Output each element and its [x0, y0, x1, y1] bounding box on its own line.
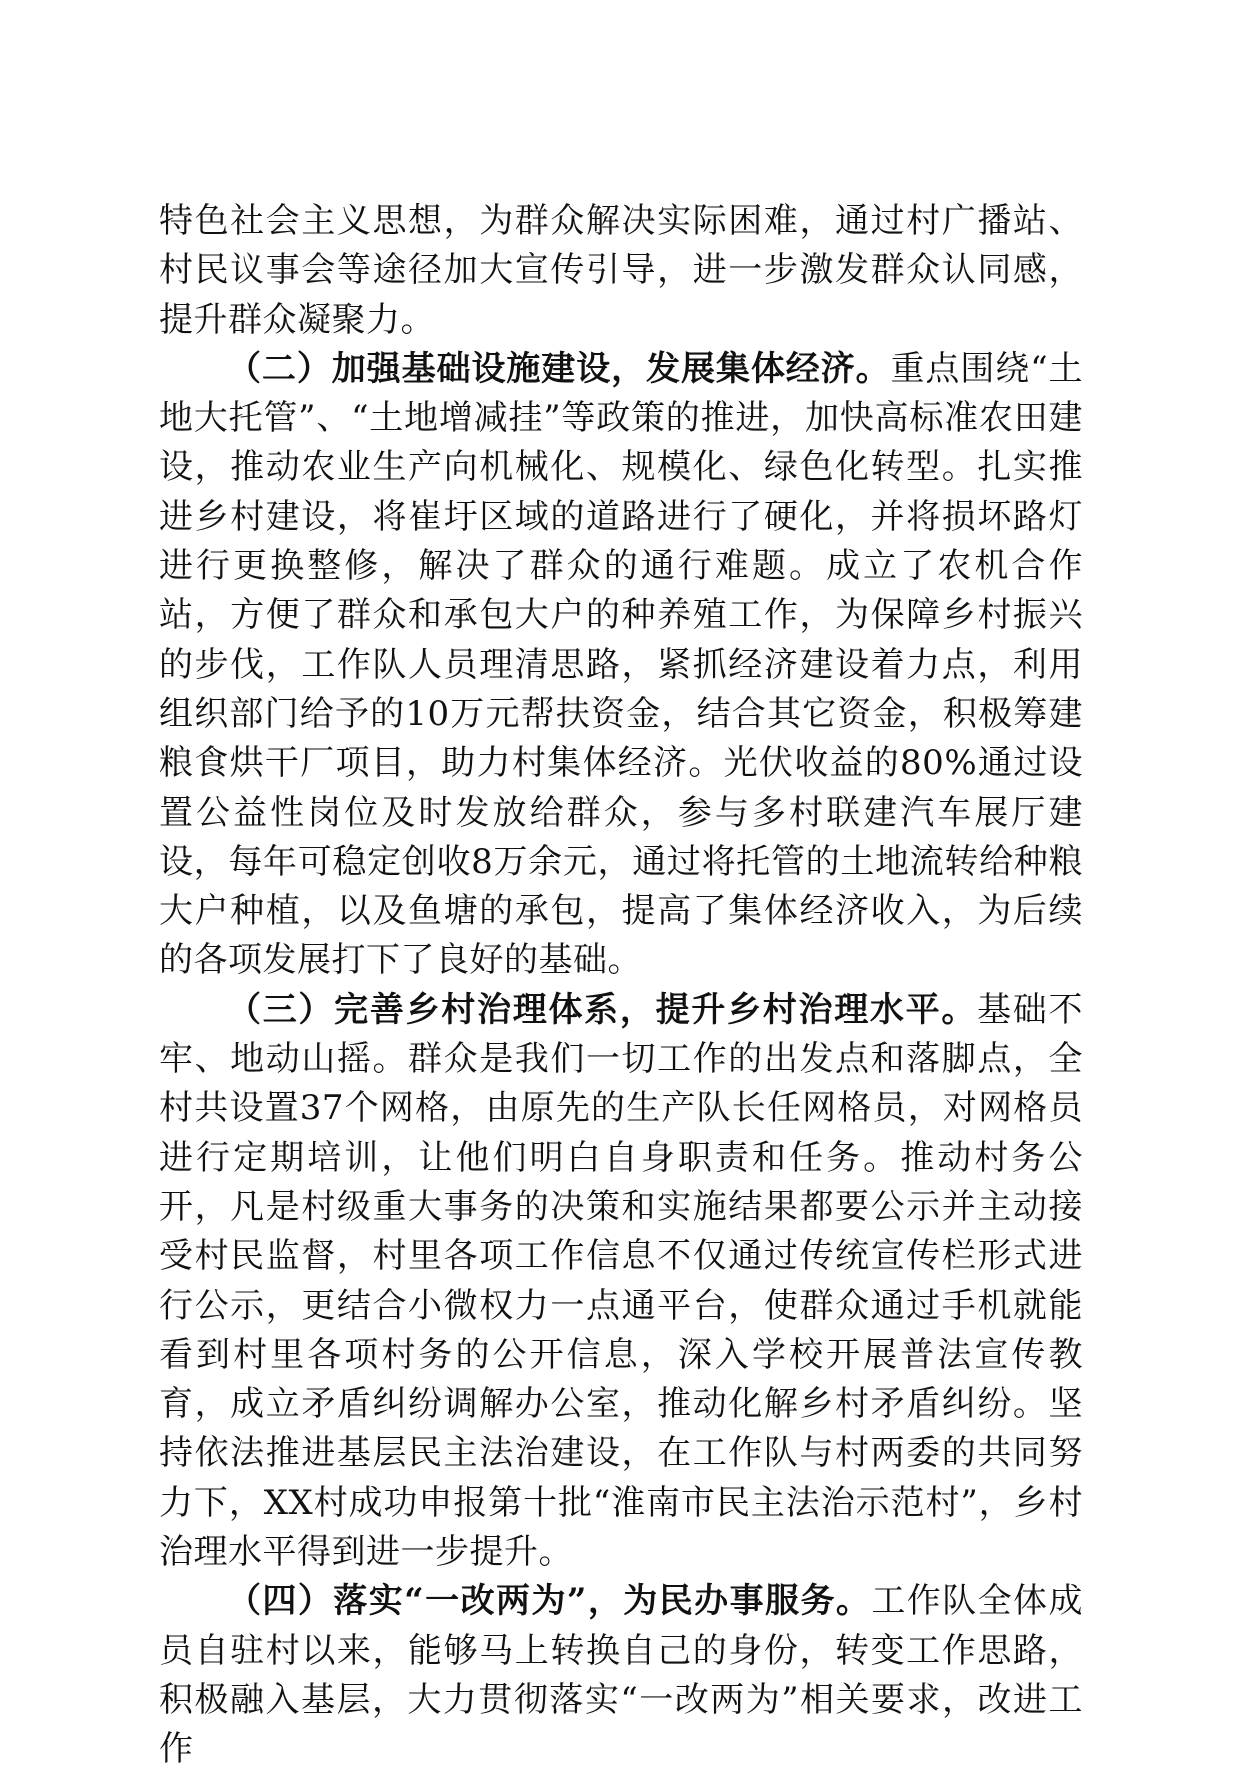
document-body: [159, 197, 1083, 1775]
paragraph-1-body: 特色社会主义思想，为群众解决实际困难，通过村广播站、村民议事会等途径加大宣传引导，进一步激发群众认同感，提升群众凝聚力。: [159, 201, 1083, 340]
paragraph-1: [159, 197, 1083, 345]
paragraph-3: [159, 986, 1083, 1578]
paragraph-3-body: 基础不牢、地动山摇。群众是我们一切工作的出发点和落脚点，全村共设置37个网格，由原先的生产队长任网格员，对网格员进行定期培训，让他们明白自身职责和任务。推动村务公开，凡是村级重大事务的决策和实施结果都要公示并主动接受村民监督，村里各项工作信息不仅通过传统宣传栏形式进行公示，更结合小微权力一点通平台，使群众通过手机就能看到村里各项村务的公开信息，深入学校开展普法宣传教育，成立矛盾纠纷调解办公室，推动化解乡村矛盾纠纷。坚持依法推进基层民主法治建设，在工作队与村两委的共同努力下，XX村成功申报第十批“淮南市民主法治示范村”，乡村治理水平得到进一步提升。: [159, 989, 1084, 1573]
paragraph-2: [159, 345, 1083, 986]
paragraph-2-heading: （二）加强基础设施建设，发展集体经济。: [227, 348, 891, 389]
paragraph-3-heading: （三）完善乡村治理体系，提升乡村治理水平。: [227, 989, 978, 1030]
paragraph-2-body: 重点围绕“土地大托管”、“土地增减挂”等政策的推进，加快高标准农田建设，推动农业生产向机械化、规模化、绿色化转型。扎实推进乡村建设，将崔圩区域的道路进行了硬化，并将损坏路灯进行更换整修，解决了群众的通行难题。成立了农机合作站，方便了群众和承包大户的种养殖工作，为保障乡村振兴的步伐，工作队人员理清思路，紧抓经济建设着力点，利用组织部门给予的10万元帮扶资金，结合其它资金，积极筹建粮食烘干厂项目，助力村集体经济。光伏收益的80%通过设置公益性岗位及时发放给群众，参与多村联建汽车展厅建设，每年可稳定创收8万余元，通过将托管的土地流转给种粮大户种植，以及鱼塘的承包，提高了集体经济收入，为后续的各项发展打下了良好的基础。: [159, 348, 1084, 981]
paragraph-4-body: 工作队全体成员自驻村以来，能够马上转换自己的身份，转变工作思路，积极融入基层，大力贯彻落实“一改两为”相关要求，改进工作: [159, 1581, 1083, 1770]
paragraph-4: [159, 1577, 1083, 1774]
paragraph-4-heading: （四）落实“一改两为”，为民办事服务。: [227, 1581, 872, 1622]
